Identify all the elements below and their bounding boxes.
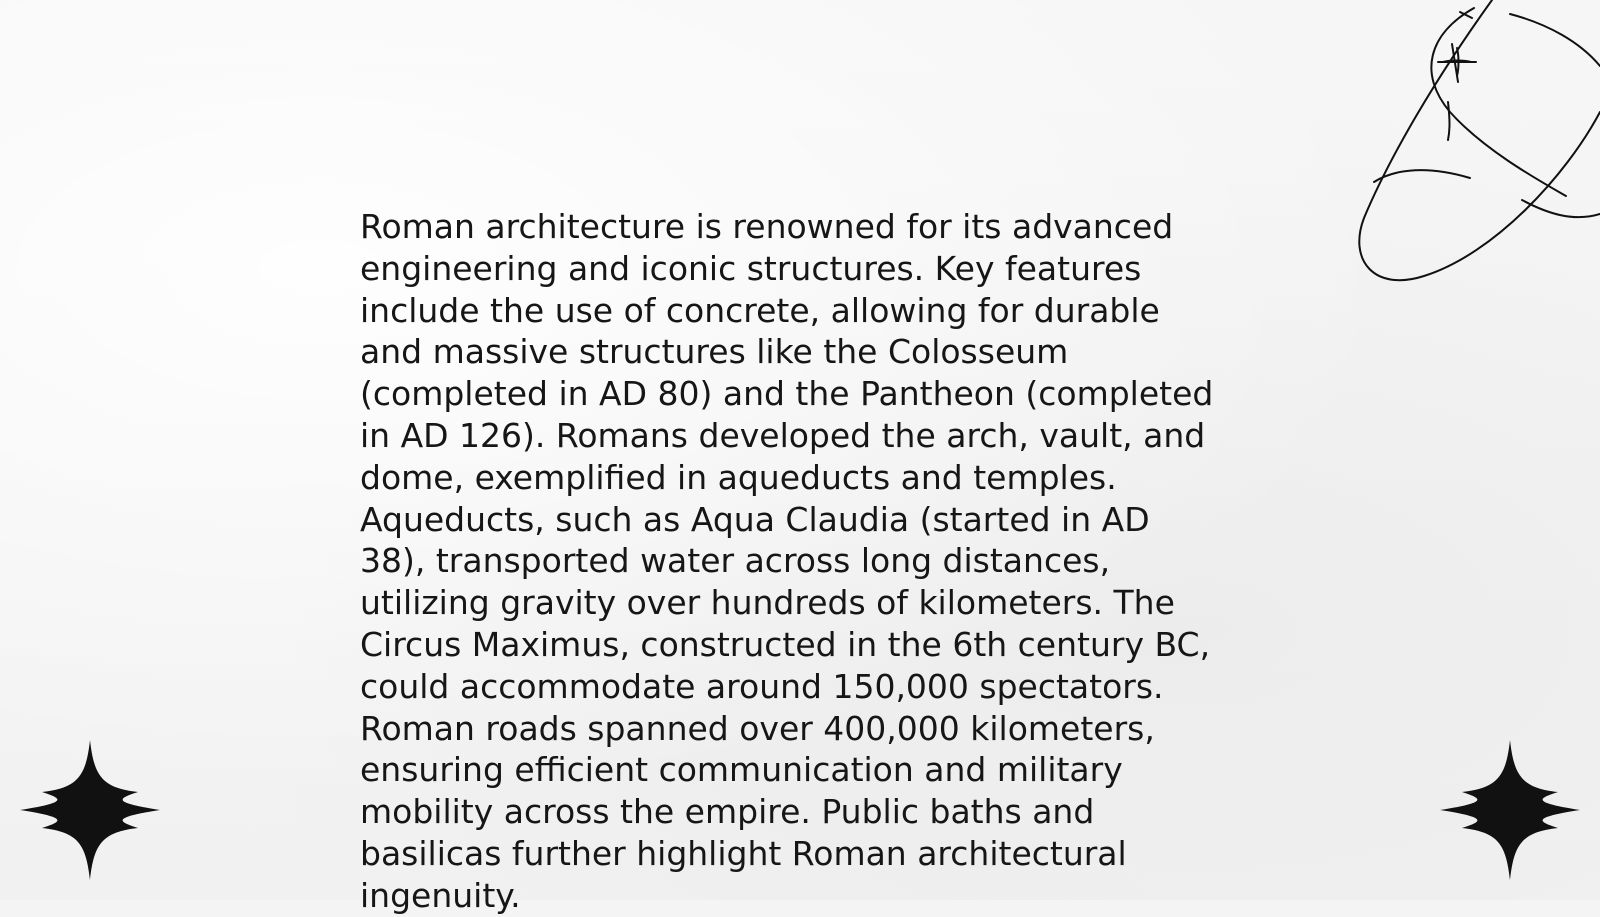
four-point-star-icon [20,740,160,880]
body-text: Roman architecture is renowned for its advanced engineering and iconic structures. Key features include the use of concrete, allowing for durable and massive structures like the Colosseum (completed in AD 80) and the Pantheon (completed in AD 126). Romans developed the arch, vault, and dome, exemplified in aqueducts and temples. Aqueducts, such as Aqua Claudia (started in AD 38), transported water across long distances, utilizing gravity over hundreds of kilometers. The Circus Maximus, constructed in the 6th century BC, could accommodate around 150,000 spectators. Roman roads spanned over 400,000 kilometers, ensuring efficient communication and military mobility across the empire. Public baths and basilicas further highlight Roman architectural ingenuity. [360,207,1214,915]
orbit-lines-icon [1320,0,1600,300]
four-point-star-icon [1440,740,1580,880]
